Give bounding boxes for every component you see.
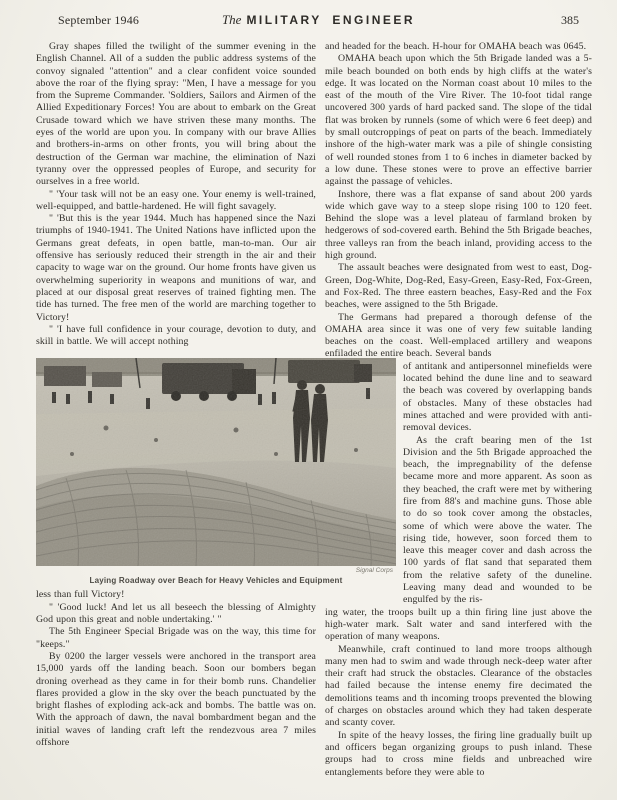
page-header xyxy=(0,0,617,29)
paragraph: As the craft bearing men of the 1st Division and the 5th Brigade approached the beach, the impregnability of the defense became more and more apparent. As soon as they beached, the craft were met by withering fire from 88's and machine guns. Those able to do so took cover among the obstacles, some of which were above the water. The rising tide, however, soon forced them to leave this meager cover and dash across the 100 yards of flat sand that separated them from the relative safety of the duneline. Leaving many dead and wounded to be engulfed by the ris- xyxy=(403,434,592,606)
paragraph: OMAHA beach upon which the 5th Brigade landed was a 5-mile beach bounded on both ends by high cliffs at the water's edge. It was located on the Norman coast about 10 miles to the east of the mouth of the Vire River. The 10-foot tidal range uncovered 300 yards of hard packed sand. The slope of the tidal flat was broken by runnels (some of which were 6 feet deep) and by small outcroppings of peat on parts of the beach. Immediately inshore of the high-water mark was a pile of shingle consisting of well rounded stones from 1 to 6 inches in diameter backed by a low dune. These stones were to prove an effective barrier against the passage of vehicles. xyxy=(325,53,592,188)
article-body xyxy=(0,29,617,779)
right-column-narrow-text xyxy=(403,361,592,607)
issue-date: September 1946 xyxy=(58,13,140,27)
journal-title: MILITARY ENGINEER xyxy=(246,13,416,27)
left-column-bottom-text xyxy=(36,589,316,749)
paragraph: Gray shapes filled the twilight of the summer evening in the English Channel. All of a sudden the public address systems of the convoy signaled "attention" and a clear confident voice sounded above the roar of the flying spray: "Men, I have a message for you from the Supreme Commander. 'Soldiers, Sailors and Airmen of the Allied Expeditionary Forces! You are about to embark on the Great Crusade toward which we have striven these many months. The eyes of the world are upon you. In company with our brave Allies and brothers-in-arms on other fronts, you will bring about the destruction of the German war machine, the elimination of Nazi tyranny over the oppressed peoples of Europe, and security for ourselves in a free world. xyxy=(36,41,316,188)
right-column-bottom-text xyxy=(325,607,592,779)
left-column-top-text xyxy=(36,41,316,348)
journal-prefix: The xyxy=(221,12,242,27)
paragraph: The assault beaches were designated from west to east, Dog-Green, Dog-White, Dog-Red, Easy-Green, Easy-Red, Fox-Green, and Fox-Red. The three eastern beaches, Easy-Red and the Fox beaches, were assigned to the 5th Brigade. xyxy=(325,262,592,311)
paragraph: Meanwhile, craft continued to land more troops although many men had to swim and wade through neck-deep water after their craft had struck the obstacles. Clearance of the obstacles had failed because the intense enemy fire decimated the demolitions teams and th incoming troops prevented the blowing of charges on obstacles around which they had taken desperate and scanty cover. xyxy=(325,643,592,729)
paragraph: " 'But this is the year 1944. Much has happened since the Nazi triumphs of 1940-1941. The United Nations have inflicted upon the Germans great defeats, in open battle, man-to-man. Our air offensive has seriously reduced their strength in the air and their capacity to wage war on the ground. Our home fronts have given us overwhelming superiority in weapons and munitions of war, and placed at our disposal great reserves of trained fighting men. The tide has turned. The free men of the world are marching together to Victory! xyxy=(36,213,316,323)
photo-credit: Signal Corps xyxy=(355,567,393,575)
paragraph: " 'Good luck! And let us all beseech the blessing of Almighty God upon this great and noble undertaking.' " xyxy=(36,601,316,626)
paragraph: less than full Victory! xyxy=(36,589,125,601)
journal-masthead xyxy=(208,11,429,29)
paragraph: In spite of the heavy losses, the firing line gradually built up and officers began organizing groups to push inland. These groups had to cross mine fields and unbreached wire entanglements before they were able to xyxy=(325,729,592,778)
paragraph: " 'I have full confidence in your courage, devotion to duty, and skill in battle. We will accept nothing xyxy=(36,323,316,348)
paragraph: of antitank and antipersonnel minefields were located behind the dune line and to seaward the beach was covered by overlapping bands of obstacles. Many of these obstacles had mines attached and were provided with anti-removal devices. xyxy=(403,360,592,434)
paragraph: and headed for the beach. H-hour for OMAHA beach was 0645. xyxy=(325,41,587,52)
paragraph: The Germans had prepared a thorough defense of the OMAHA area since it was one of very few suitable landing beaches on the coast. Well-emplaced artillery and weapons enfiladed the entire beach. Several bands xyxy=(325,311,592,360)
paragraph: The 5th Engineer Special Brigade was on the way, this time for "keeps." xyxy=(36,626,316,650)
left-column xyxy=(36,41,393,779)
photo-caption: Laying Roadway over Beach for Heavy Vehicles and Equipment xyxy=(89,576,343,586)
right-column-top-text xyxy=(325,41,592,361)
paragraph: " 'Your task will not be an easy one. Your enemy is well-trained, well-equipped, and battle-hardened. He will fight savagely. xyxy=(36,188,316,212)
paragraph: Inshore, there was a flat expanse of sand about 200 yards wide which gave way to a steep slope rising 100 to 120 feet. Behind the slope was a level plateau of farmland broken by hedgerows of sod-covered earth. Behind the 5th Brigade beaches, three valleys ran from the beach inland, providing access to the high ground. xyxy=(325,188,592,262)
right-column xyxy=(325,41,592,779)
page-number: 385 xyxy=(561,13,579,27)
paragraph: ing water, the troops built up a thin firing line just above the high-water mark. Salt water and sand interfered with the operation of many weapons. xyxy=(325,606,592,643)
paragraph: By 0200 the larger vessels were anchored in the transport area 15,000 yards off the landing beach. Soon our bombers began droning overhead as they came in for their bomb runs. Chandelier flares provided a glow in the sky over the beach punctuated by the bright flashes of exploding ack-ack and bombs. The battle was on. With the approach of dawn, the naval bombardment began and the initial waves of landing craft left the rendezvous area 7 miles offshore xyxy=(36,650,316,748)
